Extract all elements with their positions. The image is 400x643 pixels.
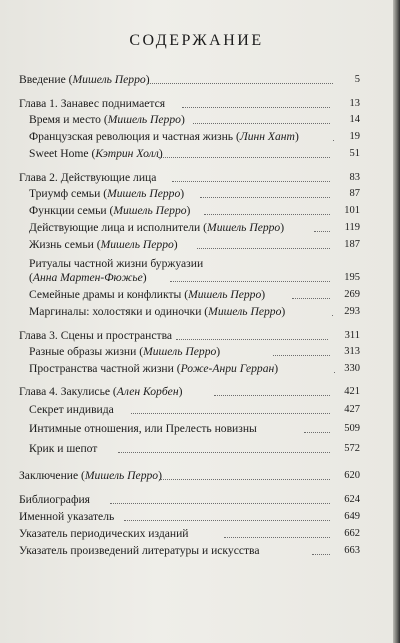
toc-entry-chapter-4: Глава 4. Закулисье (Ален Корбен) 421 [19, 385, 360, 398]
toc-entry-family-dramas: Семейные драмы и конфликты (Мишель Перро) 269 [29, 288, 360, 301]
book-binding-edge [393, 0, 400, 643]
toc-entry-actors: Действующие лица и исполнители (Мишель Перро) 119 [29, 221, 360, 234]
toc-entry-intimate-relations: Интимные отношения, или Прелесть новизны 509 [29, 422, 360, 435]
toc-entry-individual-secret: Секрет индивида 427 [29, 403, 360, 416]
toc-entry-cry-and-whisper: Крик и шепот 572 [29, 442, 360, 455]
toc-entry-time-and-place: Время и место (Мишель Перро) 14 [29, 113, 360, 126]
toc-entry-name-index: Именной указатель 649 [19, 510, 360, 523]
toc-entry-family-triumph: Триумф семьи (Мишель Перро) 87 [29, 187, 360, 200]
toc-entry-chapter-1: Глава 1. Занавес поднимается 13 [19, 97, 360, 110]
table-of-contents: Введение (Мишель Перро) 5 Глава 1. Занавес поднимается 13 Время и место (Мишель Перро) 14 Французская революция и частная жизнь (Линн Хант) 19 Sweet Home (Кэтрин Холл) 51 Глава 2. Действующие лица 83 Триумф семьи (Мишель Перро) 87 Функции семьи (Мишель Перро) 101 Действующие лица и исполнители (Мишель Перро) 119 Жизнь семьи (Мишель Перро) 187 Ритуалы частной жизни буржуазии (Анна Мартен-Фюжье) 195 Семейные драмы и конфликты (Мишель Перро) 269 Маргиналы: холостяки и одиночки (Мишель Перро) 293 Глава 3. Сцены и пространства 311 Разные образы жизни (Мишель Перро) 313 Пространства частной жизни (Роже-Анри Герран) 330 Глава 4. Закулисье (Ален Корбен) 421 Секрет индивида 427 Интимные отношения, или Прелесть новизны 509 Крик и шепот 572 Заключение (Мишель Перро) 620 Библиография 624 Именной указатель 649 Указатель периодических изданий 662 Указатель произведений литературы и искусства 663 [0, 0, 393, 643]
toc-entry-chapter-2: Глава 2. Действующие лица 83 [19, 171, 360, 184]
toc-entry-family-functions: Функции семьи (Мишель Перро) 101 [29, 204, 360, 217]
toc-entry-french-revolution: Французская революция и частная жизнь (Линн Хант) 19 [29, 130, 360, 143]
toc-entry-conclusion: Заключение (Мишель Перро) 620 [19, 469, 360, 482]
toc-entry-works-index: Указатель произведений литературы и искусства 663 [19, 544, 360, 557]
toc-entry-chapter-3: Глава 3. Сцены и пространства 311 [19, 329, 360, 342]
toc-entry-bibliography: Библиография 624 [19, 493, 360, 506]
toc-entry-ways-of-life: Разные образы жизни (Мишель Перро) 313 [29, 345, 360, 358]
toc-entry-introduction: Введение (Мишель Перро) 5 [19, 73, 360, 86]
toc-entry-marginals: Маргиналы: холостяки и одиночки (Мишель Перро) 293 [29, 305, 360, 318]
toc-entry-private-spaces: Пространства частной жизни (Роже-Анри Герран) 330 [29, 362, 360, 375]
toc-entry-periodicals-index: Указатель периодических изданий 662 [19, 527, 360, 540]
toc-entry-family-life: Жизнь семьи (Мишель Перро) 187 [29, 238, 360, 251]
page-title: СОДЕРЖАНИЕ [129, 32, 264, 49]
toc-entry-sweet-home: Sweet Home (Кэтрин Холл) 51 [29, 147, 360, 160]
